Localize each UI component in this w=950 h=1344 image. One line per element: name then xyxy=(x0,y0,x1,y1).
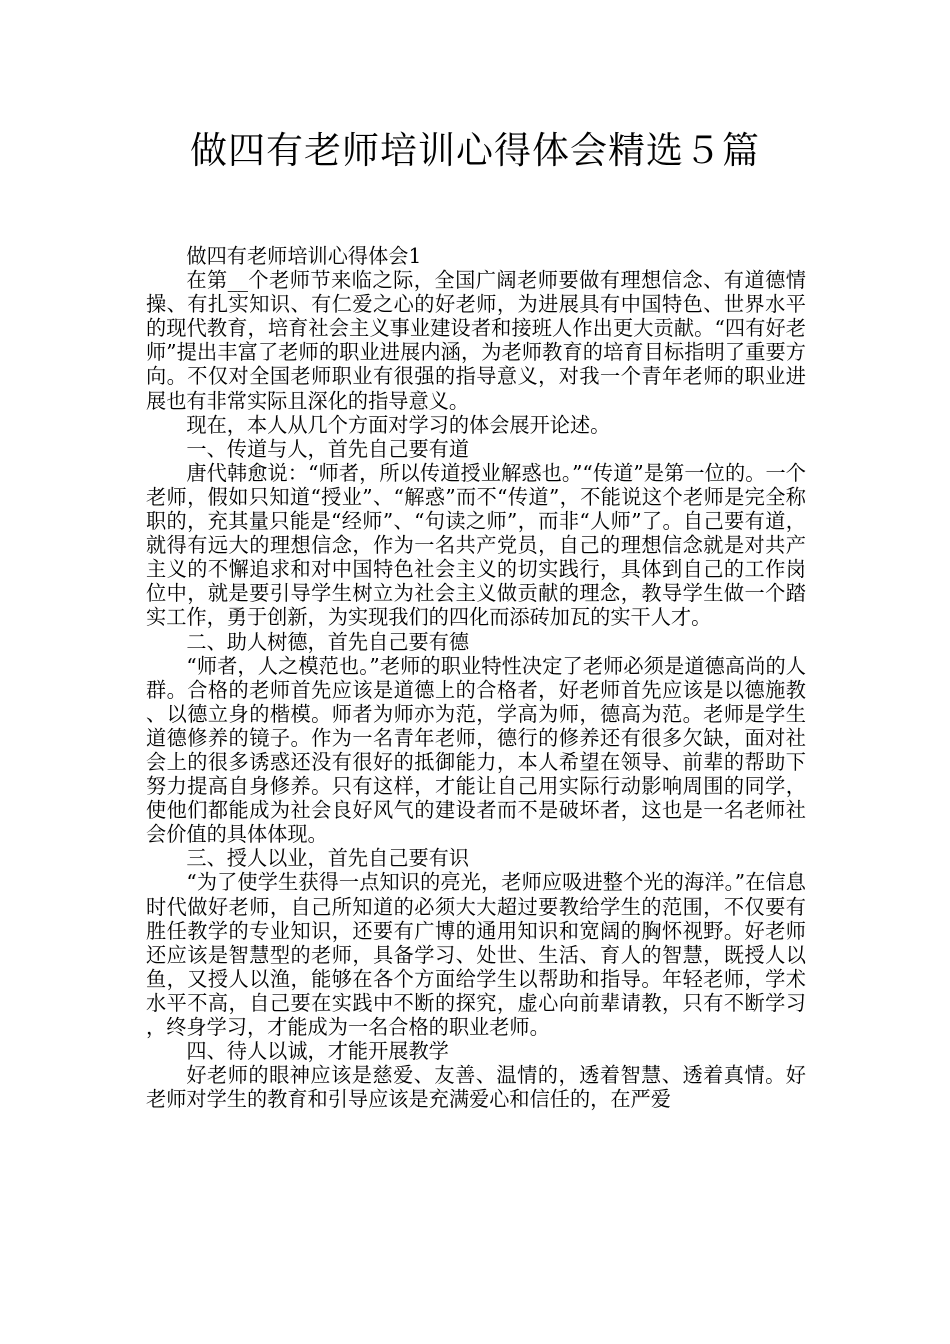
body-paragraph: “师者，人之模范也。”老师的职业特性决定了老师必须是道德高尚的人群。合格的老师首先应该是道德上的合格者，好老师首先应该是以德施教、以德立身的楷模。师者为师亦为范，学高为师，德高为范。老师是学生道德修养的镜子。作为一名青年老师，德行的修养还有很多欠缺，面对社会上的很多诱惑还没有很好的抵御能力，本人希望在领导、前辈的帮助下努力提高自身修养。只有这样，才能让自己用实际行动影响周围的同学，使他们都能成为社会良好风气的建设者而不是破坏者，这也是一名老师社会价值的具体体现。 xyxy=(146,653,806,847)
section-heading: 四、待人以诚，才能开展教学 xyxy=(186,1039,449,1064)
section-heading: 做四有老师培训心得体会1 xyxy=(186,244,422,268)
body-paragraph: 好老师的眼神应该是慈爱、友善、温情的，透着智慧、透着真情。好老师对学生的教育和引导应该是充满爱心和信任的，在严爱 xyxy=(146,1063,806,1112)
body-paragraph: 在第__个老师节来临之际，全国广阔老师要做有理想信念、有道德情操、有扎实知识、有仁爱之心的好老师，为进展具有中国特色、世界水平的现代教育，培育社会主义事业建设者和接班人作出更大贡献。“四有好老师”提出丰富了老师的职业进展内涵，为老师教育的培育目标指明了重要方向。不仅对全国老师职业有很强的指导意义，对我一个青年老师的职业进展也有非常实际且深化的指导意义。 xyxy=(146,268,806,413)
document-title: 做四有老师培训心得体会精选５篇 xyxy=(190,129,760,172)
body-paragraph: 现在，本人从几个方面对学习的体会展开论述。 xyxy=(186,412,611,437)
section-heading: 一、传道与人，首先自己要有道 xyxy=(186,436,470,461)
section-heading: 二、助人树德，首先自己要有德 xyxy=(186,629,470,654)
document-body xyxy=(146,244,806,1111)
body-paragraph: “为了使学生获得一点知识的亮光，老师应吸进整个光的海洋。”在信息时代做好老师，自己所知道的必须大大超过要教给学生的范围，不仅要有胜任教学的专业知识，还要有广博的通用知识和宽阔的胸怀视野。好老师还应该是智慧型的老师，具备学习、处世、生活、育人的智慧，既授人以鱼，又授人以渔，能够在各个方面给学生以帮助和指导。年轻老师，学术水平不高，自己要在实践中不断的探究，虚心向前辈请教，只有不断学习，终身学习，才能成为一名合格的职业老师。 xyxy=(146,870,806,1039)
body-paragraph: 唐代韩愈说：“师者，所以传道授业解惑也。”“传道”是第一位的。一个老师，假如只知道“授业”、“解惑”而不“传道”，不能说这个老师是完全称职的，充其量只能是“经师”、“句读之师”，而非“人师”了。自己要有道，就得有远大的理想信念，作为一名共产党员，自己的理想信念就是对共产主义的不懈追求和对中国特色社会主义的切实践行，具体到自己的工作岗位中，就是要引导学生树立为社会主义做贡献的理念，教导学生做一个踏实工作，勇于创新，为实现我们的四化而添砖加瓦的实干人才。 xyxy=(146,460,806,630)
section-heading: 三、授人以业，首先自己要有识 xyxy=(186,846,470,871)
